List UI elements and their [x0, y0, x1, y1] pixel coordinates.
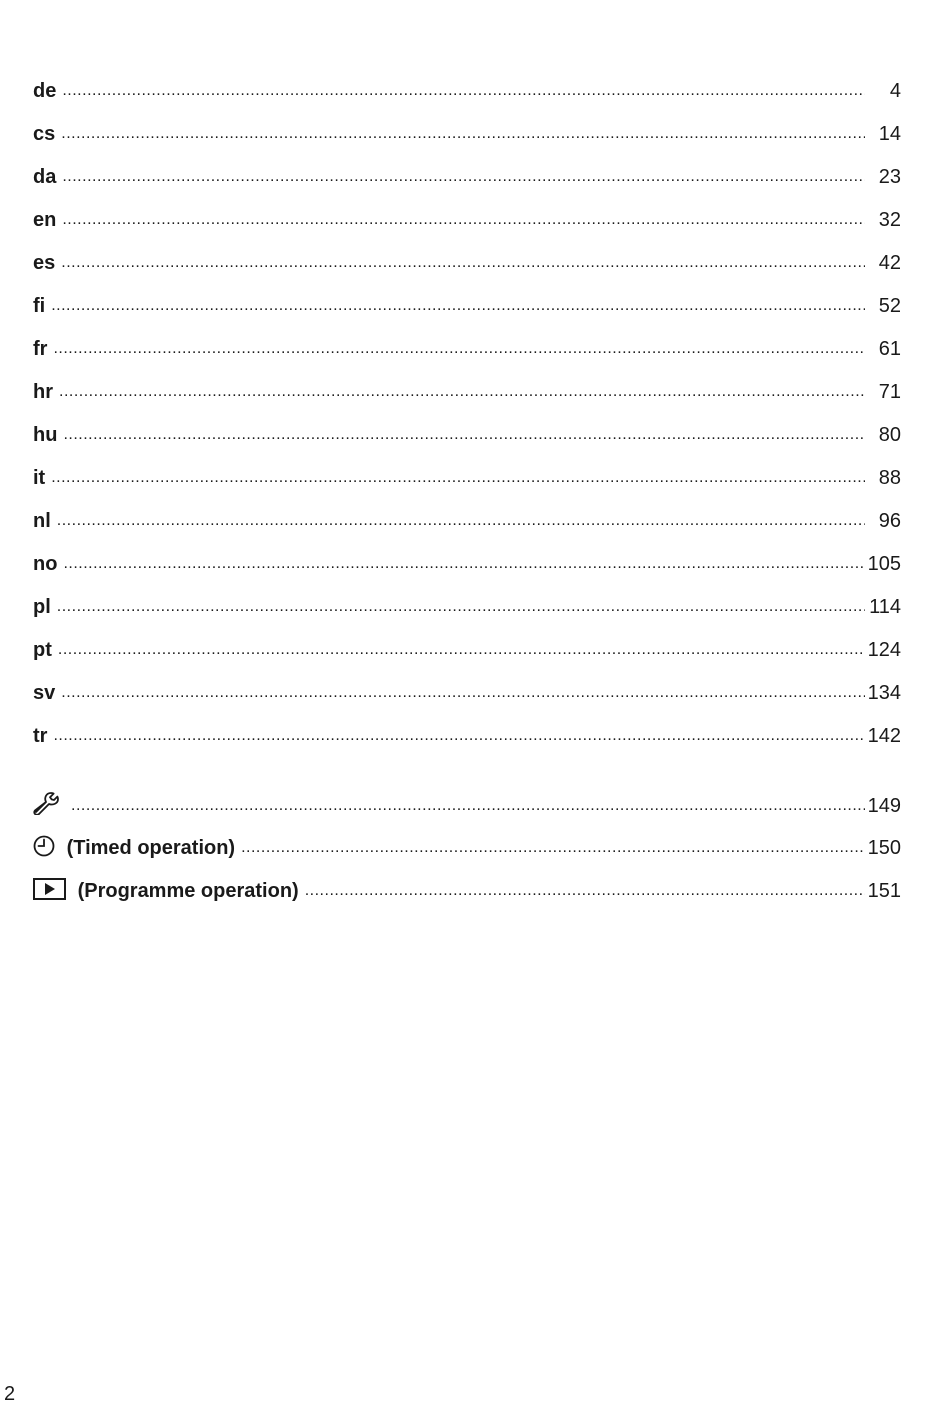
toc-language-code: fi — [33, 295, 46, 317]
toc-language-code: it — [33, 467, 46, 489]
toc-page-number: 124 — [867, 639, 901, 661]
toc-page-number: 150 — [867, 837, 901, 859]
table-of-contents — [33, 80, 901, 922]
dot-leader — [51, 469, 865, 487]
toc-page-number: 23 — [878, 166, 901, 188]
toc-page-number: 71 — [878, 381, 901, 403]
dot-leader — [61, 684, 865, 702]
toc-row-tr[interactable] — [33, 725, 901, 768]
dot-leader — [241, 839, 865, 857]
toc-row-da[interactable] — [33, 166, 901, 209]
toc-row-cs[interactable] — [33, 123, 901, 166]
toc-page-number: 88 — [878, 467, 901, 489]
toc-language-code: fr — [33, 338, 48, 360]
toc-row-de[interactable] — [33, 80, 901, 123]
dot-leader — [62, 211, 865, 229]
section-spacer — [33, 768, 901, 793]
toc-page-number: 52 — [878, 295, 901, 317]
toc-language-code: es — [33, 252, 56, 274]
clock-icon — [33, 836, 55, 856]
dot-leader — [71, 797, 865, 815]
dot-leader — [57, 512, 865, 530]
toc-row-no[interactable] — [33, 553, 901, 596]
dot-leader — [59, 383, 865, 401]
dot-leader — [63, 426, 865, 444]
toc-extra-text: (Programme operation) — [77, 880, 299, 902]
toc-page-number: 14 — [878, 123, 901, 145]
play-icon — [33, 879, 66, 899]
toc-row-es[interactable] — [33, 252, 901, 295]
toc-language-code: tr — [33, 725, 48, 747]
toc-extra-label — [33, 836, 241, 860]
dot-leader — [62, 168, 865, 186]
toc-row-hu[interactable] — [33, 424, 901, 467]
dot-leader — [61, 125, 865, 143]
toc-page-number: 149 — [867, 795, 901, 817]
toc-language-code: en — [33, 209, 57, 231]
toc-row-timed-operation[interactable] — [33, 836, 901, 879]
dot-leader — [62, 82, 865, 100]
dot-leader — [53, 727, 865, 745]
toc-row-pl[interactable] — [33, 596, 901, 639]
toc-extra-label — [33, 793, 71, 818]
toc-page-number: 80 — [878, 424, 901, 446]
toc-page-number: 105 — [867, 553, 901, 575]
toc-language-code: no — [33, 553, 58, 575]
toc-row-en[interactable] — [33, 209, 901, 252]
toc-language-code: hr — [33, 381, 53, 403]
toc-page-number: 4 — [889, 80, 901, 102]
dot-leader — [51, 297, 865, 315]
toc-row-fi[interactable] — [33, 295, 901, 338]
toc-page-number: 134 — [867, 682, 901, 704]
toc-language-code: sv — [33, 682, 56, 704]
toc-language-code: nl — [33, 510, 51, 532]
page-number: 2 — [4, 1383, 16, 1405]
toc-row-service[interactable] — [33, 793, 901, 836]
toc-page-number: 96 — [878, 510, 901, 532]
dot-leader — [63, 555, 865, 573]
wrench-icon — [33, 793, 59, 813]
toc-row-hr[interactable] — [33, 381, 901, 424]
dot-leader — [53, 340, 865, 358]
toc-page-number: 142 — [867, 725, 901, 747]
dot-leader — [57, 598, 865, 616]
toc-row-pt[interactable] — [33, 639, 901, 682]
toc-page-number: 61 — [878, 338, 901, 360]
toc-page-number: 151 — [867, 880, 901, 902]
toc-page-number: 32 — [878, 209, 901, 231]
toc-row-sv[interactable] — [33, 682, 901, 725]
toc-language-code: de — [33, 80, 57, 102]
dot-leader — [305, 882, 865, 900]
toc-row-it[interactable] — [33, 467, 901, 510]
toc-language-code: da — [33, 166, 57, 188]
toc-row-fr[interactable] — [33, 338, 901, 381]
toc-page-number: 42 — [878, 252, 901, 274]
toc-extra-text: (Timed operation) — [66, 837, 236, 859]
toc-language-code: cs — [33, 123, 56, 145]
dot-leader — [61, 254, 865, 272]
toc-row-programme-operation[interactable] — [33, 879, 901, 922]
toc-language-code: hu — [33, 424, 58, 446]
toc-row-nl[interactable] — [33, 510, 901, 553]
toc-extra-label — [33, 879, 305, 903]
toc-language-code: pl — [33, 596, 51, 618]
toc-page-number: 114 — [869, 596, 901, 618]
dot-leader — [58, 641, 865, 659]
toc-language-code: pt — [33, 639, 52, 661]
